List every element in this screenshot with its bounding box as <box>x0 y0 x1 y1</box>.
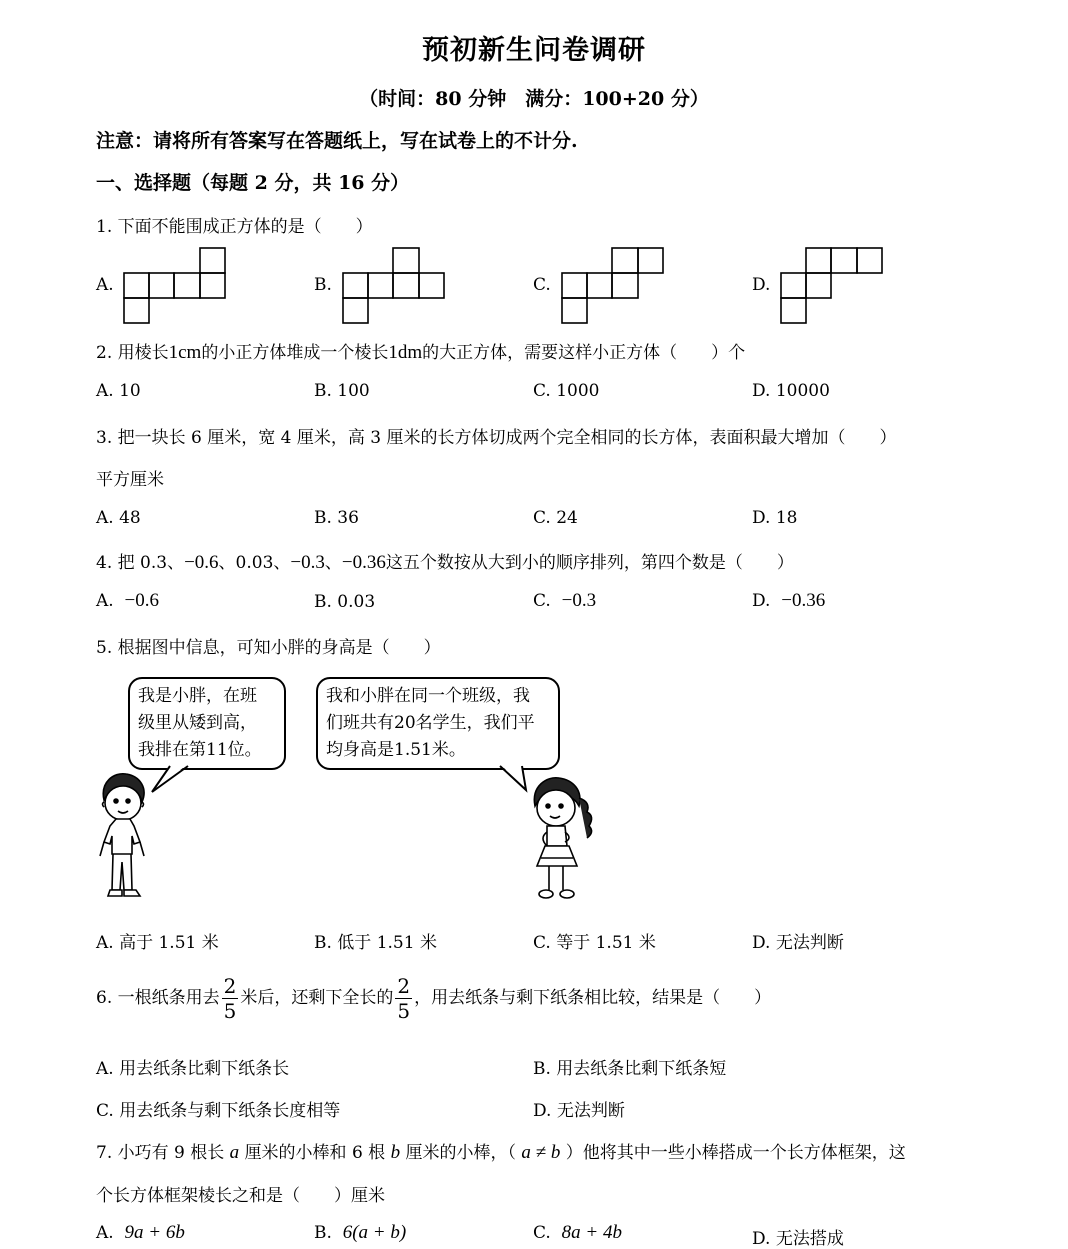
question-2-stem: 2. 用棱长1cm的小正方体堆成一个棱长1dm的大正方体，需要这样小正方体（ ）个 <box>96 342 746 363</box>
question-3-stem-line2: 平方厘米 <box>96 470 164 490</box>
q3-option-b: B. 36 <box>314 508 359 528</box>
question-6-stem: 6. 一根纸条用去 $\frac{2}{5}$ 米后，还剩下全长的 $\frac{2}{5}$ ，用去纸条与剩下纸条相比较，结果是（ ） <box>96 974 772 1023</box>
q2-option-c: C. 1000 <box>533 381 600 401</box>
q6-option-b: B. 用去纸条比剩下纸条短 <box>533 1059 727 1079</box>
question-3-stem-line1: 3. 把一块长 6 厘米，宽 4 厘米，高 3 厘米的长方体切成两个完全相同的长方体，表面积最大增加（ ） <box>96 428 897 448</box>
q5-option-a: A. 高于 1.51 米 <box>96 933 219 953</box>
question-7-stem-line2: 个长方体框架棱长之和是（ ）厘米 <box>96 1186 385 1206</box>
q6-option-a: A. 用去纸条比剩下纸条长 <box>96 1059 290 1079</box>
q7-option-b: B. 6(a + b) <box>314 1222 407 1243</box>
page-title: 预初新生问卷调研 <box>422 35 646 66</box>
boy-illustration <box>94 772 154 904</box>
q7-option-a: A. 9a + 6b <box>96 1222 185 1243</box>
question-5-stem: 5. 根据图中信息，可知小胖的身高是（ ） <box>96 638 441 658</box>
q6-option-d: D. 无法判断 <box>533 1101 625 1121</box>
q2-option-d: D. 10000 <box>752 381 830 401</box>
q3-option-a: A. 48 <box>96 508 141 528</box>
question-7-stem-line1: 7. 小巧有 9 根长 a 厘米的小棒和 6 根 b 厘米的小棒，（ a ≠ b ）他将其中一些小棒搭成一个长方体框架，这 <box>96 1142 906 1163</box>
q2-option-a: A. 10 <box>96 381 141 401</box>
q1-option-a-label: A. <box>96 275 114 295</box>
q4-option-a: A. −0.6 <box>96 590 159 611</box>
question-1-stem: 1. 下面不能围成正方体的是（ ） <box>96 217 373 237</box>
girl-illustration <box>527 776 599 908</box>
cube-net-c <box>561 247 665 325</box>
question-4-stem: 4. 把 0.3、−0.6、0.03、−0.3、−0.36这五个数按从大到小的顺序排列，第四个数是（ ） <box>96 552 794 573</box>
q5-option-d: D. 无法判断 <box>752 933 844 953</box>
q6-option-c: C. 用去纸条与剩下纸条长度相等 <box>96 1101 341 1121</box>
q7-option-d: D. 无法搭成 <box>752 1229 844 1249</box>
q4-option-c: C. −0.3 <box>533 590 597 611</box>
q5-option-b: B. 低于 1.51 米 <box>314 933 437 953</box>
q3-option-c: C. 24 <box>533 508 578 528</box>
notice: 注意：请将所有答案写在答题纸上，写在试卷上的不计分. <box>96 130 578 152</box>
cube-net-a <box>123 247 227 325</box>
speech-bubble-boy: 我是小胖，在班 级里从矮到高， 我排在第11位。 <box>128 677 286 770</box>
q1-option-d-label: D. <box>752 275 771 295</box>
q5-option-c: C. 等于 1.51 米 <box>533 933 656 953</box>
q1-option-c-label: C. <box>533 275 551 295</box>
speech-bubble-girl: 我和小胖在同一个班级，我 们班共有20名学生，我们平 均身高是1.51米。 <box>316 677 560 770</box>
q3-option-d: D. 18 <box>752 508 798 528</box>
q7-option-c: C. 8a + 4b <box>533 1222 622 1243</box>
cube-net-b <box>342 247 446 325</box>
cube-net-d <box>780 247 884 325</box>
q2-option-b: B. 100 <box>314 381 370 401</box>
q4-option-d: D. −0.36 <box>752 590 826 611</box>
exam-info: （时间：80 分钟 满分：100+20 分） <box>359 88 709 110</box>
fraction-2: $\frac{2}{5}$ <box>397 974 411 1023</box>
fraction-1: $\frac{2}{5}$ <box>223 974 237 1023</box>
q4-option-b: B. 0.03 <box>314 592 376 612</box>
section-heading: 一、选择题（每题 2 分，共 16 分） <box>96 172 410 194</box>
bubble-tail-left <box>148 764 208 796</box>
q1-option-b-label: B. <box>314 275 332 295</box>
